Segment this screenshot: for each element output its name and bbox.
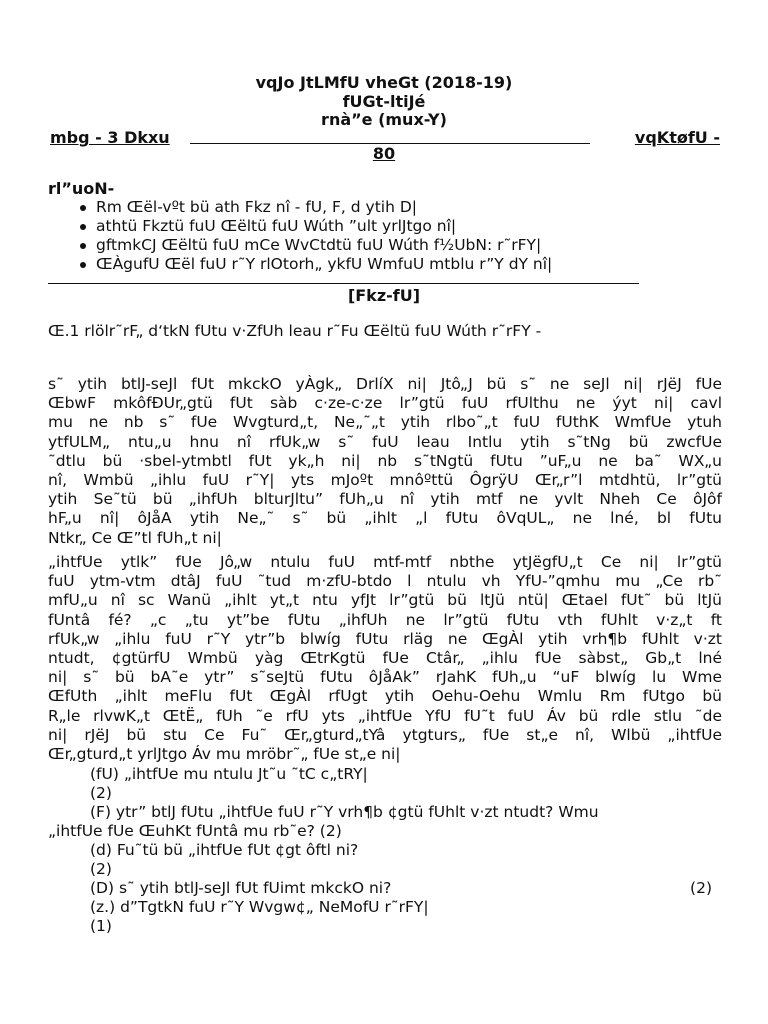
passage-line: ni| s˜ bü bA˜e ytr” s˜seJtü fUtu ôJåAk” rJahK fUh„u “uF blwíg lu Wme: [48, 668, 722, 687]
instruction-item: gftmkCJ Œëltü fuU mCe WvCtdtü fuU Wúth f½UbN: r˜rFY|: [78, 236, 552, 255]
passage-line: rfUk„w „ihlu fuU r˜Y ytr”b blwíg fUtu rläg ne ŒgÀl ytih vrh¶b fUhlt v·zt: [48, 629, 722, 648]
passage-line: R„le rlvwK„t ŒtË„ fUh ˜e rfU yts „ihtfUe YfU fU˜t fuU Áv bü rdle stlu ˜de: [48, 706, 722, 725]
instruction-item: athtü Fkztü fuU Œëltü fuU Wúth ”ult yrlJtgo nî|: [78, 217, 552, 236]
subquestion: [90, 765, 720, 784]
section-divider: [48, 283, 639, 284]
passage-line: ntudt, ¢gtürfU Wmbü yàg ŒtrKgtü fUe Ctâr„ „ihlu fUe sàbst„ Gb„t lné: [48, 649, 722, 668]
passage-line: „ihtfUe ytlk” fUe Jô„w ntulu fuU mtf-mtf nbthe ytJëgfU„t Ce ni| lr”gtü: [48, 553, 722, 571]
max-marks-label: vqKtøfU -: [634, 128, 720, 147]
passage-line: mfU„u nî sc Wanü „ihlt yt„t ntu yfJt lr”gtü bü ltJü ntü| Œtael fUt˜ bü ltJü: [48, 591, 722, 610]
exam-paper: rnà”e (mux-Y): [321, 110, 447, 129]
subquestion-text: (2): [90, 784, 112, 802]
subquestion: [90, 898, 720, 917]
passage-line: nî, Wmbü „ihlu fuU r˜Y| yts mJoºt mnôºttü ÔgrÿU Œr„r”l mtdhtü, lr”gtü: [48, 471, 722, 490]
passage-line: ytih Se˜tü bü „ihfUh blturJltu” fUh„u nî ytih mtf ne yvlt Nheh Ce ôJôf: [48, 490, 722, 509]
passage-line: s˜ ytih btlJ-seJl fUt mkckO yÀgk„ DrlíX ni| Jtô„J bü s˜ ne seJl ni| rJëJ fUe: [48, 375, 722, 393]
subquestion-marks-row: [90, 917, 720, 936]
max-marks-value: 80: [372, 144, 396, 163]
exam-title: vqJo JtLMfU vheGt (2018-19): [255, 73, 513, 92]
instruction-item: ŒÀgufU Œël fuU r˜Y rlOtorh„ ykfU WmfuU mtblu r”Y dY nî|: [78, 255, 552, 274]
subquestion-text: (F) ytr” btlJ fUtu „ihtfUe fuU r˜Y vrh¶b ¢gtü fUhlt v·zt ntudt? Wmu: [90, 803, 599, 821]
subquestion-text: (d) Fu˜tü bü „ihtfUe fUt ¢gt ôftl ni?: [90, 841, 359, 859]
passage-line: Œr„gturd„t yrlJtgo Áv mu mröbr˜„ fUe st„e ni|: [48, 745, 401, 764]
section-title: [Fkz-fU]: [347, 286, 421, 305]
passage-paragraph-1: [48, 375, 722, 548]
subquestion: [90, 803, 720, 822]
passage-line: ni| rJëJ bü stu Ce Fu˜ Œr„gturd„tYâ ytgturs„ fUe st„e nî, Wlbü „ihtfUe: [48, 725, 722, 744]
instructions-list: [78, 198, 552, 274]
passage-line: ŒfUth „ihlt meFlu fUt ŒgÀl rfUgt ytih Oehu-Oehu Wmlu Rm fUtgo bü: [48, 687, 722, 706]
exam-subject: fUGt-ltiJé: [342, 92, 426, 111]
subquestion-text: (D) s˜ ytih btlJ-seJl fUt fUimt mkckO ni?: [90, 879, 392, 897]
passage-line: ŒbwF mkôfÐUr„gtü fUt sàb c·ze-c·ze lr”gtü fuU rfUlthu ne ýyt ni| cavl: [48, 394, 722, 413]
passage-line: fuU ytm-vtm dtâJ fuU ˜tud m·zfU-btdo l ntulu vh YfU-”qmhu mu „Ce rb˜: [48, 572, 722, 591]
subquestion-text: „ihtfUe fUe ŒuhKt fUntâ mu rb˜e? (2): [48, 822, 342, 840]
passage-line: ˜dtlu bü ·sbel-ytmbtl fUt yk„h ni| nb s˜tNgtü fUtu ”uF„u ne ba˜ WX„u: [48, 451, 722, 470]
subquestion-text: (2): [90, 860, 112, 878]
passage-paragraph-2: [48, 553, 722, 764]
passage-line: hF„u nî| ôJåA ytih Ne„˜ s˜ bü „ihlt „l fUtu ôVqUL„ ne lné, bl fUtu: [48, 509, 722, 528]
passage-line: fUntâ fé? „c „tu yt”be fUtu „ihfUh ne lr”gtü fUtu vth fUhlt v·z„t ft: [48, 610, 722, 629]
subquestion-marks-row: [90, 860, 720, 879]
subquestion-text: (1): [90, 917, 112, 935]
question-prompt: Œ.1 rlölr˜rF„ d‘tkN fUtu v·ZfUh leau r˜Fu Œëltü fuU Wúth r˜rFY -: [48, 322, 542, 340]
subquestion-text: (z.) d”TgtkN fuU r˜Y Wvgw¢„ NeMofU r˜rFY|: [90, 898, 429, 916]
class-label: mbg - 3 Dkxu: [50, 128, 170, 147]
passage-line: Ntkr„ Ce Œ”tl fUh„t ni|: [48, 528, 222, 547]
subquestion: [90, 879, 720, 898]
passage-line: mu ne nb s˜ fUe Wvgturd„t, Ne„˜„t ytih rlbo˜„t fuU fUthK WmfUe ytuh: [48, 413, 722, 432]
subquestion-marks: (2): [690, 879, 712, 897]
subquestion-continuation: [48, 822, 720, 841]
instruction-item: Rm Œël-vºt bü ath Fkz nî - fU, F, d ytih D|: [78, 198, 552, 217]
passage-line: ytfULM„ ntu„u hnu nî rfUk„w s˜ fuU leau Intlu ytih s˜tNg bü zwcfUe: [48, 432, 722, 451]
subquestion: [90, 841, 720, 860]
instructions-heading: rl”uoN-: [48, 179, 115, 198]
subquestion-marks-row: [90, 784, 720, 803]
subquestion-list: [48, 765, 720, 936]
subquestion-text: (fU) „ihtfUe mu ntulu Jt˜u ˜tC c„tRY|: [90, 765, 368, 783]
